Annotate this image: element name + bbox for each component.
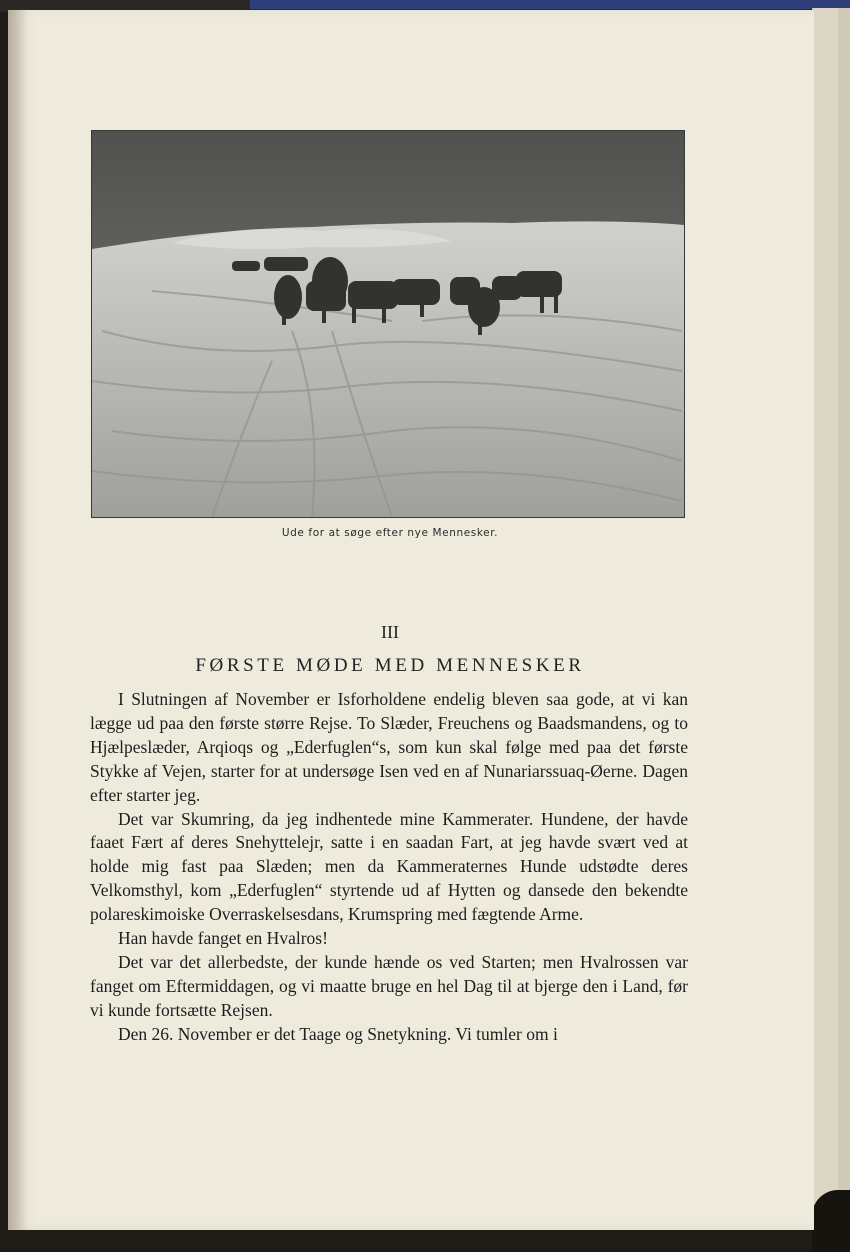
book-cover-shade: [838, 8, 850, 1208]
body-text: [90, 688, 688, 1047]
dog-sled-photo: [91, 130, 685, 518]
chapter-title: FØRSTE MØDE MED MENNESKER: [195, 655, 585, 676]
paragraph: Han havde fanget en Hvalros!: [118, 928, 328, 949]
figure-caption: Ude for at søge efter nye Mennesker.: [281, 527, 499, 539]
paragraph: Det var Skumring, da jeg indhentede mine Kammerater. Hundene, der havde faaet Fært af deres Snehyttelejr, satte i en saadan Fart, at jeg havde svært ved at holde mig fast paa Slæden; men da Kammeraternes Hunde udstødte deres Velkomsthyl, kom „Ederfuglen“ styrtende ud af Hytten og dansede den bekendte polareskimoiske Overraskelsesdans, Krumspring med fægtende Arme.: [90, 808, 688, 925]
paragraph: Det var det allerbedste, der kunde hænde os ved Starten; men Hvalrossen var fanget om Eftermiddagen, og vi maatte bruge en hel Dag til at bjerge den i Land, før vi kunde fortsætte Rejsen.: [90, 951, 688, 1020]
page-gutter: [8, 10, 28, 1230]
book-corner: [812, 1190, 850, 1252]
paragraph: I Slutningen af November er Isforholdene endelig bleven saa gode, at vi kan lægge ud paa den første større Rejse. To Slæder, Freuchens og Baadsmandens, og to Hjælpeslæder, Arqioqs og „Ederfuglen“s, som kun skal følge med paa det første Stykke af Vejen, starter for at undersøge Isen ved en af Nunariarssuaq-Øerne. Dagen efter starter jeg.: [90, 689, 688, 805]
paragraph: Den 26. November er det Taage og Snetykning. Vi tumler om i: [118, 1023, 558, 1044]
book-cover-edge: [250, 0, 850, 9]
chapter-number: III: [381, 622, 399, 642]
